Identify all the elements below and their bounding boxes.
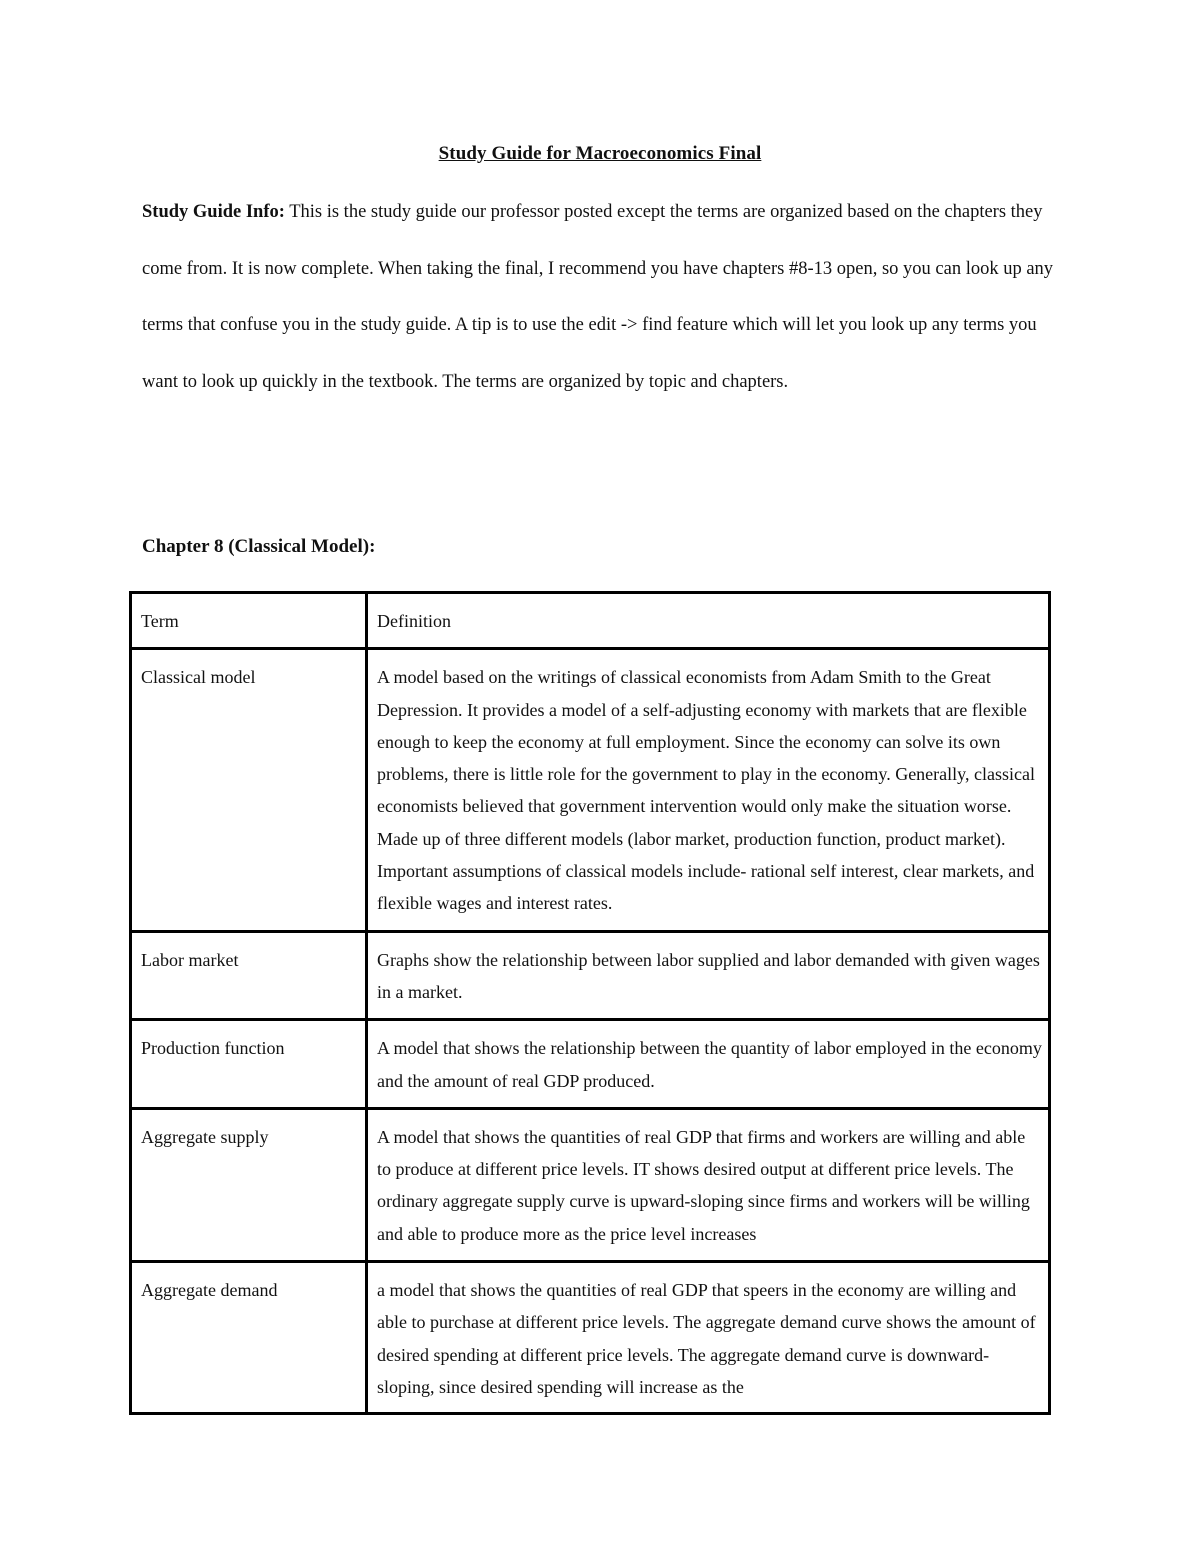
table-header-row <box>131 593 1050 649</box>
definition-cell <box>367 1262 1050 1414</box>
column-header-term: Term <box>131 593 367 649</box>
definition-cell: A model that shows the quantities of real GDP that firms and workers are willing and able to produce at different price levels. IT shows desired output at different price levels. The ordinary aggregate supply curve is upward-sloping since firms and workers will be willing and able to produce more as the price level increases <box>367 1108 1050 1261</box>
term-cell: Labor market <box>131 931 367 1020</box>
definition-text-clipped: a model that shows the quantities of real GDP that speers in the economy are willing and able to purchase at different price levels. The aggregate demand curve shows the amount of desired spending at different price levels. The aggregate demand curve is downward-sloping, since desired spending will increase as the <box>377 1280 1036 1397</box>
term-cell: Aggregate demand <box>131 1262 367 1414</box>
table-row <box>131 1262 1050 1414</box>
study-guide-info-paragraph <box>142 184 1062 410</box>
table-row <box>131 1020 1050 1109</box>
definition-cell: Graphs show the relationship between labor supplied and labor demanded with given wages in a market. <box>367 931 1050 1020</box>
chapter-heading: Chapter 8 (Classical Model): <box>142 536 376 557</box>
page-title: Study Guide for Macroeconomics Final <box>438 143 762 164</box>
term-cell: Aggregate supply <box>131 1108 367 1261</box>
definition-cell: A model based on the writings of classical economists from Adam Smith to the Great Depression. It provides a model of a self-adjusting economy with markets that are flexible enough to keep the economy at full employment. Since the economy can solve its own problems, there is little role for the government to play in the economy. Generally, classical economists believed that government intervention would only make the situation worse. Made up of three different models (labor market, production function, product market). Important assumptions of classical models include- rational self interest, clear markets, and flexible wages and interest rates. <box>367 649 1050 931</box>
table-row <box>131 931 1050 1020</box>
table-row <box>131 649 1050 931</box>
terms-table <box>129 591 1051 1415</box>
definition-cell: A model that shows the relationship between the quantity of labor employed in the economy and the amount of real GDP produced. <box>367 1020 1050 1109</box>
study-guide-info-text: This is the study guide our professor posted except the terms are organized based on the chapters they come from. It is now complete. When taking the final, I recommend you have chapters #8-13 open, so you can look up any terms that confuse you in the study guide. A tip is to use the edit -> find feature which will let you look up any terms you want to look up quickly in the textbook. The terms are organized by topic and chapters. <box>142 202 1054 392</box>
study-guide-info-label: Study Guide Info: <box>142 202 285 222</box>
term-cell: Production function <box>131 1020 367 1109</box>
term-cell: Classical model <box>131 649 367 931</box>
column-header-definition: Definition <box>367 593 1050 649</box>
table-row <box>131 1108 1050 1261</box>
